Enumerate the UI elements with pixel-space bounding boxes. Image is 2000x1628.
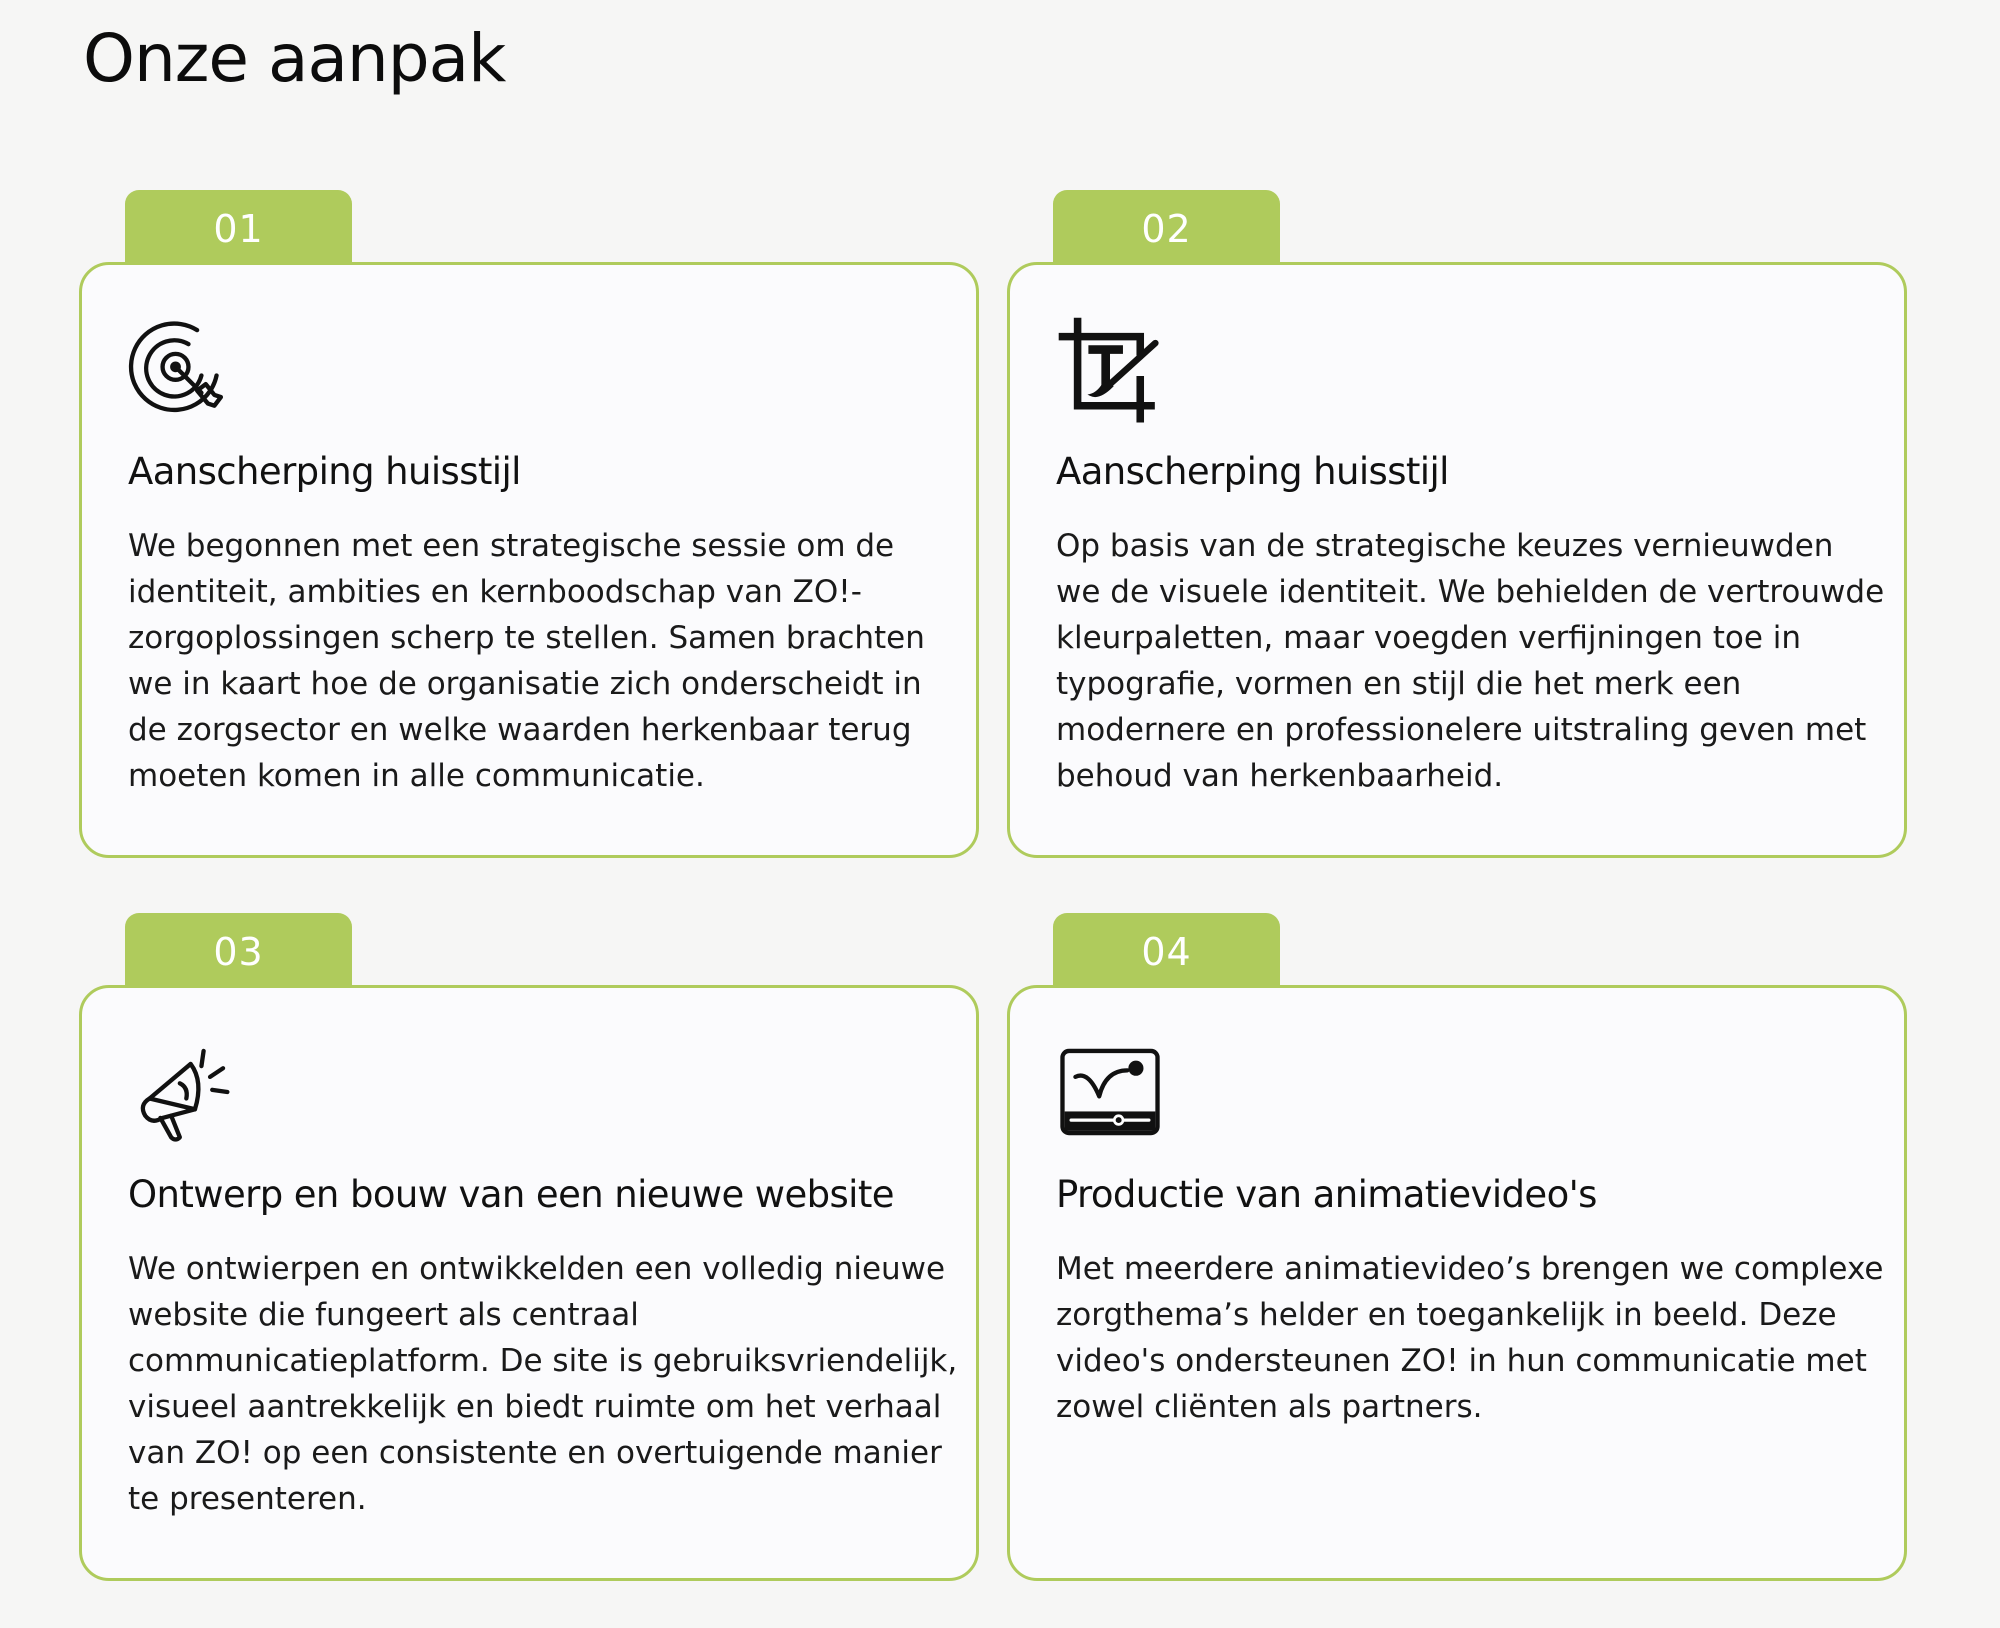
target-icon xyxy=(128,315,236,423)
step-description: We begonnen met een strategische sessie om de identiteit, ambities en kernboodschap van ZO!-zorgoplossingen scherp te stellen. Samen brachten we in kaart hoe de organisatie zich onderscheidt in de zorgsector en welke waarden herkenbaar terug moeten komen in alle communicatie. xyxy=(128,528,925,794)
step-title: Productie van animatievideo's xyxy=(1056,1173,1597,1216)
step-card-01 xyxy=(79,190,979,858)
step-card-02 xyxy=(1007,190,1907,858)
megaphone-icon xyxy=(128,1038,236,1146)
step-number-tab: 04 xyxy=(1053,913,1280,991)
step-card-body xyxy=(79,262,979,858)
step-card-body xyxy=(79,985,979,1581)
step-number-tab: 03 xyxy=(125,913,352,991)
step-card-04 xyxy=(1007,913,1907,1581)
page-title: Onze aanpak xyxy=(83,20,506,97)
crop-brush-icon xyxy=(1056,315,1164,423)
step-description: We ontwierpen en ontwikkelden een volledig nieuwe website die fungeert als centraal communicatieplatform. De site is gebruiksvriendelijk, visueel aantrekkelijk en biedt ruimte om het verhaal van ZO! op een consistente en overtuigende manier te presenteren. xyxy=(128,1251,958,1517)
animation-video-icon xyxy=(1056,1038,1164,1146)
step-description: Met meerdere animatievideo’s brengen we complexe zorgthema’s helder en toegankelijk in beeld. Deze video's ondersteunen ZO! in hun communicatie met zowel cliënten als partners. xyxy=(1056,1251,1884,1425)
step-title: Ontwerp en bouw van een nieuwe website xyxy=(128,1173,894,1216)
step-number-tab: 02 xyxy=(1053,190,1280,268)
step-description: Op basis van de strategische keuzes vernieuwden we de visuele identiteit. We behielden de vertrouwde kleurpaletten, maar voegden verfijningen toe in typografie, vormen en stijl die het merk een modernere en professionelere uitstraling geven met behoud van herkenbaarheid. xyxy=(1056,528,1885,794)
step-number-tab: 01 xyxy=(125,190,352,268)
step-card-body xyxy=(1007,985,1907,1581)
step-card-body xyxy=(1007,262,1907,858)
step-title: Aanscherping huisstijl xyxy=(1056,450,1449,493)
step-title: Aanscherping huisstijl xyxy=(128,450,521,493)
step-card-03 xyxy=(79,913,979,1581)
